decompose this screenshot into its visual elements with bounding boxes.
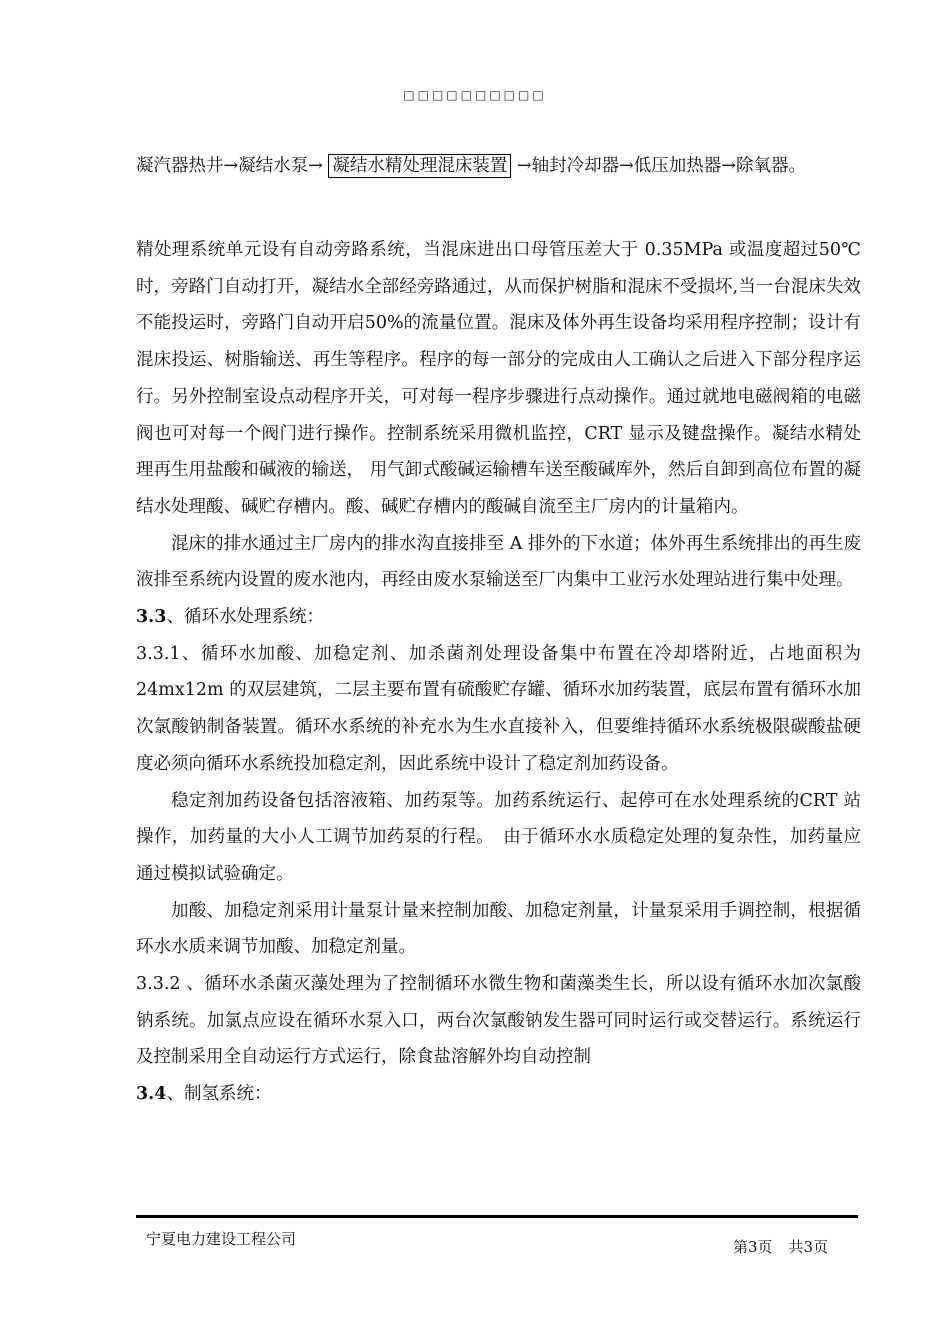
paragraph-3-3-1: 3.3.1、循环水加酸、加稳定剂、加杀菌剂处理设备集中布置在冷却塔附近，占地面积为24mx12m 的双层建筑，二层主要布置有硫酸贮存罐、循环水加药装置，底层布置有循环水加次氯酸钠制备装置。循环水系统的补充水为生水直接补入，但要维持循环水系统极限碳酸盐硬度必须向循环水系统投加稳定剂，因此系统中设计了稳定剂加药设备。 [136, 643, 861, 774]
process-flow [136, 150, 866, 182]
footer-company: 宁夏电力建设工程公司 [146, 1230, 297, 1248]
heading-3-4 [136, 1076, 861, 1113]
paragraph-acid-dosing: 加酸、加稳定剂采用计量泵计量来控制加酸、加稳定剂量，计量泵采用手调控制，根据循环水水质来调节加酸、加稳定剂量。 [136, 900, 861, 958]
heading-3-3-text: 、循环水处理系统： [166, 607, 324, 628]
document-body [136, 196, 861, 1113]
flow-before: 凝汽器热井→凝结水泵→ [136, 156, 329, 176]
heading-3-3 [136, 599, 861, 636]
paragraph-drainage: 混床的排水通过主厂房内的排水沟直接排至 A 排外的下水道；体外再生系统排出的再生废液排至系统内设置的废水池内，再经由废水泵输送至厂内集中工业污水处理站进行集中处理。 [136, 533, 861, 591]
footer-page-number: 第3页 [733, 1238, 773, 1256]
flow-boxed-equipment: 凝结水精处理混床装置 [328, 154, 511, 178]
paragraph-bypass: 精处理系统单元设有自动旁路系统，当混床进出口母管压差大于 0.35MPa 或温度超过50℃时，旁路门自动打开，凝结水全部经旁路通过，从而保护树脂和混床不受损坏,当一台混床失效不能投运时，旁路门自动开启50%的流量位置。混床及体外再生设备均采用程序控制；设计有混床投运、树脂输送、再生等程序。程序的每一部分的完成由人工确认之后进入下部分程序运行。另外控制室设点动程序开关，可对每一程序步骤进行点动操作。通过就地电磁阀箱的电磁阀也可对每一个阀门进行操作。控制系统采用微机监控，CRT 显示及键盘操作。凝结水精处理再生用盐酸和碱液的输送， 用气卸式酸碱运输槽车送至酸碱库外，然后自卸到高位布置的凝结水处理酸、碱贮存槽内。酸、碱贮存槽内的酸碱自流至主厂房内的计量箱内。 [136, 240, 861, 517]
heading-3-4-text: 、制氢系统： [166, 1084, 272, 1105]
page-header-marks: □□□□□□□□□□ [403, 88, 547, 102]
footer-rule [136, 1215, 858, 1218]
heading-3-4-number: 3.4 [136, 1084, 167, 1105]
paragraph-3-3-2: 3.3.2 、循环水杀菌灭藻处理为了控制循环水微生物和菌藻类生长，所以设有循环水加次氯酸钠系统。加氯点应设在循环水泵入口，两台次氯酸钠发生器可同时运行或交替运行。系统运行及控制采用全自动运行方式运行，除食盐溶解外均自动控制 [136, 974, 861, 1068]
footer-total-pages: 共3页 [788, 1238, 829, 1256]
heading-3-3-number: 3.3 [136, 607, 167, 628]
paragraph-stabilizer: 稳定剂加药设备包括溶液箱、加药泵等。加药系统运行、起停可在水处理系统的CRT 站操作，加药量的大小人工调节加药泵的行程。 由于循环水水质稳定处理的复杂性，加药量应通过模拟试验确定。 [136, 790, 861, 884]
footer-page-info [733, 1236, 844, 1257]
flow-after: →轴封冷却器→低压加热器→除氧器。 [511, 156, 806, 176]
